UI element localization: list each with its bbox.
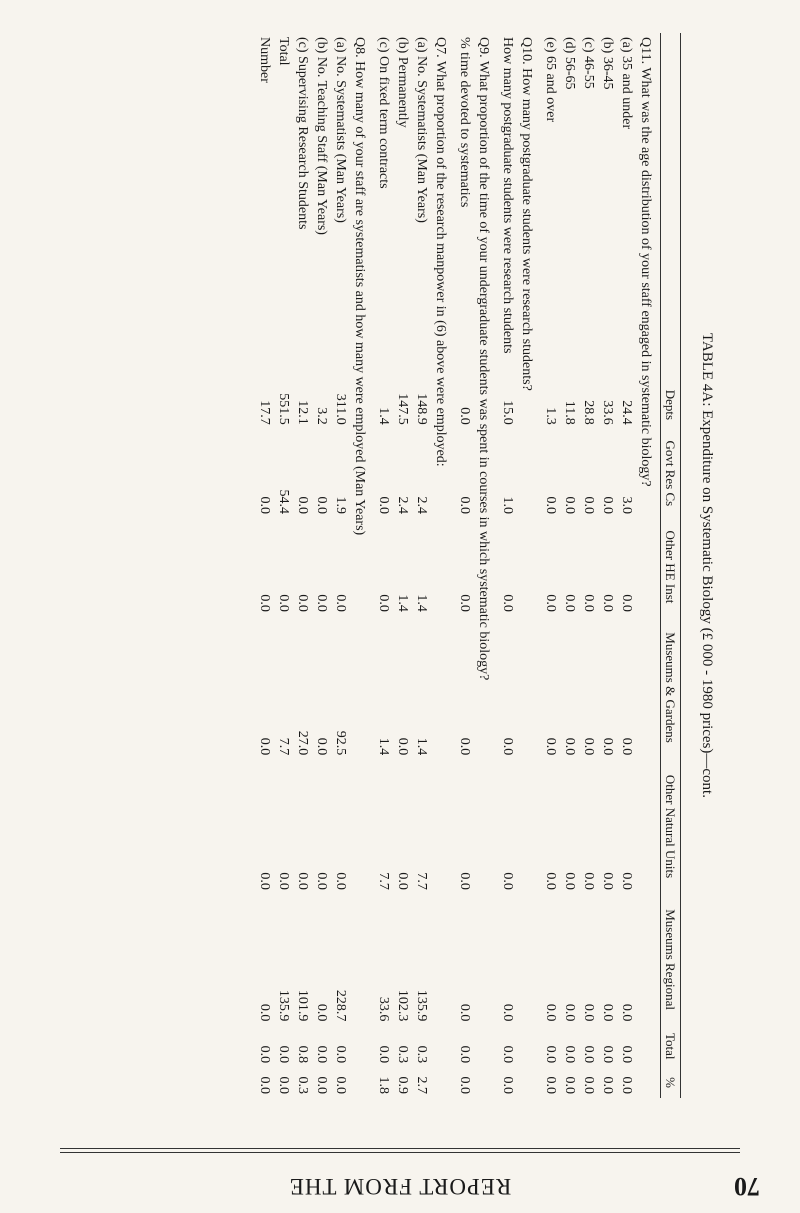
table-cell: 0.0 bbox=[562, 496, 577, 514]
section-title-row bbox=[636, 33, 661, 1098]
table-row bbox=[274, 33, 293, 1098]
table-cell: 0.0 bbox=[600, 496, 615, 514]
table-cell: 311.0 bbox=[333, 393, 348, 425]
section-title-row bbox=[474, 33, 498, 1098]
table-cell: 1.8 bbox=[376, 1076, 391, 1094]
table-cell: 0.0 bbox=[257, 737, 272, 756]
table-cell: 0.0 bbox=[581, 1045, 596, 1064]
table-cell: 0.0 bbox=[581, 737, 596, 756]
row-label: Number bbox=[257, 37, 272, 83]
table-cell: 0.0 bbox=[581, 594, 596, 612]
header-label-cell bbox=[661, 33, 681, 381]
running-title: REPORT FROM THE bbox=[288, 1174, 512, 1199]
table-cell: 0.0 bbox=[457, 872, 472, 890]
section-title: Q11. What was the age distribution of your staff engaged in systematic biology? bbox=[638, 37, 653, 487]
table-cell: 0.0 bbox=[314, 1003, 329, 1022]
table-row bbox=[498, 33, 517, 1098]
table-row bbox=[598, 33, 617, 1098]
section-title: Q7. What proportion of the research manpower in (6) above were employed: bbox=[433, 37, 448, 467]
table-cell: 0.0 bbox=[314, 872, 329, 890]
table-cell: 0.0 bbox=[457, 737, 472, 756]
table-cell: 0.0 bbox=[257, 1045, 272, 1064]
table-cell: 0.0 bbox=[276, 594, 291, 612]
table-cell: 0.0 bbox=[295, 872, 310, 890]
row-label: (a) No. Systematists (Man Years) bbox=[333, 37, 348, 223]
table-row bbox=[374, 33, 393, 1098]
table-cell: 0.0 bbox=[457, 1003, 472, 1022]
table-cell: 17.7 bbox=[257, 400, 272, 425]
table-cell: 0.0 bbox=[562, 594, 577, 612]
table-cell: 0.0 bbox=[257, 872, 272, 890]
table-cell: 0.0 bbox=[581, 872, 596, 890]
table-cell: 3.0 bbox=[619, 496, 634, 514]
table-cell: 147.5 bbox=[395, 393, 410, 425]
table-cell: 1.4 bbox=[376, 737, 391, 756]
data-table bbox=[255, 33, 681, 1098]
table-cell: 0.0 bbox=[395, 737, 410, 756]
table-cell: 0.0 bbox=[600, 737, 615, 756]
table-cell: 0.3 bbox=[414, 1045, 429, 1064]
column-header: Other Natural Units bbox=[661, 759, 681, 894]
table-cell: 7.7 bbox=[376, 872, 391, 890]
table-cell: 12.1 bbox=[295, 400, 310, 425]
table-block bbox=[85, 33, 725, 1098]
table-cell: 0.0 bbox=[562, 1076, 577, 1094]
column-header: Other HE Inst bbox=[661, 518, 681, 616]
table-cell: 2.4 bbox=[395, 496, 410, 514]
table-cell: 0.0 bbox=[619, 737, 634, 756]
row-label: How many postgraduate students were research students bbox=[500, 37, 515, 354]
table-cell: 0.0 bbox=[600, 1045, 615, 1064]
table-cell: 0.0 bbox=[314, 496, 329, 514]
table-cell: 0.0 bbox=[543, 737, 558, 756]
table-cell: 1.4 bbox=[414, 594, 429, 612]
row-label: (c) Supervising Research Students bbox=[295, 37, 310, 230]
table-cell: 0.0 bbox=[314, 1045, 329, 1064]
table-cell: 0.0 bbox=[314, 594, 329, 612]
table-cell: 0.0 bbox=[619, 594, 634, 612]
table-cell: 0.0 bbox=[500, 594, 515, 612]
table-cell: 102.3 bbox=[395, 989, 410, 1022]
table-row bbox=[412, 33, 431, 1098]
section-title: Q8. How many of your staff are systematists and how many were employed (Man Years) bbox=[352, 37, 367, 536]
table-cell: 0.0 bbox=[581, 1003, 596, 1022]
table-cell: 0.0 bbox=[543, 1076, 558, 1094]
table-cell: 7.7 bbox=[414, 872, 429, 890]
table-cell: 0.0 bbox=[257, 1076, 272, 1094]
page-number: 70 bbox=[734, 1172, 760, 1201]
table-cell: 0.0 bbox=[543, 594, 558, 612]
table-row bbox=[255, 33, 274, 1098]
table-cell: 7.7 bbox=[276, 737, 291, 756]
table-row bbox=[293, 33, 312, 1098]
table-cell: 28.8 bbox=[581, 400, 596, 425]
table-cell: 0.9 bbox=[395, 1076, 410, 1094]
table-caption: TABLE 4A: Expenditure on Systematic Biology (£ 000 - 1980 prices)—cont. bbox=[699, 333, 715, 798]
table-cell: 0.0 bbox=[333, 872, 348, 890]
table-cell: 0.0 bbox=[581, 496, 596, 514]
table-cell: 0.0 bbox=[581, 1076, 596, 1094]
table-cell: 0.0 bbox=[500, 1003, 515, 1022]
section-title: Q9. What proportion of the time of your undergraduate students was spent in courses in which systematic biology? bbox=[476, 37, 491, 681]
section-title: Q10. How many postgraduate students were research students? bbox=[519, 37, 534, 391]
table-cell: 0.0 bbox=[543, 872, 558, 890]
table-cell: 0.0 bbox=[600, 872, 615, 890]
table-row bbox=[560, 33, 579, 1098]
row-label: % time devoted to systematics bbox=[457, 37, 472, 208]
table-body bbox=[255, 33, 661, 1098]
table-cell: 0.0 bbox=[257, 1003, 272, 1022]
row-label: (b) Permanently bbox=[395, 37, 410, 128]
table-cell: 0.3 bbox=[395, 1045, 410, 1064]
table-cell: 33.6 bbox=[376, 996, 391, 1022]
table-cell: 228.7 bbox=[333, 989, 348, 1022]
table-cell: 0.0 bbox=[500, 1045, 515, 1064]
table-cell: 0.0 bbox=[376, 1045, 391, 1064]
table-cell: 0.0 bbox=[600, 1076, 615, 1094]
table-cell: 0.0 bbox=[457, 594, 472, 612]
table-cell: 0.0 bbox=[500, 1076, 515, 1094]
table-cell: 15.0 bbox=[500, 400, 515, 425]
table-cell: 0.3 bbox=[295, 1076, 310, 1094]
row-label: (b) 36-45 bbox=[600, 37, 615, 90]
table-row bbox=[455, 33, 474, 1098]
table-cell: 0.0 bbox=[257, 594, 272, 612]
header-rule bbox=[60, 1152, 740, 1153]
table-cell: 0.0 bbox=[314, 737, 329, 756]
table-header-row bbox=[661, 33, 681, 1098]
table-row bbox=[331, 33, 350, 1098]
table-row bbox=[541, 33, 560, 1098]
running-header bbox=[0, 1161, 800, 1201]
section-title-row bbox=[517, 33, 541, 1098]
table-row bbox=[393, 33, 412, 1098]
row-label: (e) 65 and over bbox=[543, 37, 558, 123]
table-row bbox=[579, 33, 598, 1098]
table-cell: 2.4 bbox=[414, 496, 429, 514]
table-cell: 0.0 bbox=[619, 1076, 634, 1094]
table-cell: 135.9 bbox=[276, 989, 291, 1022]
column-header: Depts bbox=[661, 381, 681, 429]
table-cell: 0.0 bbox=[600, 594, 615, 612]
row-label: (a) 35 and under bbox=[619, 37, 634, 130]
table-cell: 0.0 bbox=[276, 1045, 291, 1064]
table-cell: 92.5 bbox=[333, 730, 348, 756]
table-cell: 1.9 bbox=[333, 496, 348, 514]
table-row bbox=[617, 33, 636, 1098]
row-label: (a) No. Systematists (Man Years) bbox=[414, 37, 429, 223]
table-cell: 0.0 bbox=[276, 872, 291, 890]
table-cell: 0.8 bbox=[295, 1045, 310, 1064]
table-cell: 0.0 bbox=[314, 1076, 329, 1094]
table-cell: 0.0 bbox=[333, 1045, 348, 1064]
column-header: % bbox=[661, 1067, 681, 1098]
table-cell: 0.0 bbox=[543, 1045, 558, 1064]
row-label: (c) On fixed term contracts bbox=[376, 37, 391, 189]
table-cell: 0.0 bbox=[457, 496, 472, 514]
table-cell: 0.0 bbox=[619, 1045, 634, 1064]
table-cell: 1.0 bbox=[500, 496, 515, 514]
section-title-row bbox=[350, 33, 374, 1098]
table-cell: 11.8 bbox=[562, 400, 577, 425]
table-cell: 0.0 bbox=[562, 872, 577, 890]
table-cell: 54.4 bbox=[276, 489, 291, 514]
table-cell: 0.0 bbox=[295, 594, 310, 612]
table-cell: 0.0 bbox=[333, 1076, 348, 1094]
header-rule-2 bbox=[60, 1148, 740, 1149]
column-header: Govt Res Cs bbox=[661, 429, 681, 518]
table-cell: 0.0 bbox=[600, 1003, 615, 1022]
table-cell: 24.4 bbox=[619, 400, 634, 425]
column-header: Total bbox=[661, 1025, 681, 1067]
table-cell: 135.9 bbox=[414, 989, 429, 1022]
table-cell: 2.7 bbox=[414, 1076, 429, 1094]
table-cell: 0.0 bbox=[457, 1045, 472, 1064]
table-cell: 0.0 bbox=[500, 872, 515, 890]
row-label: (d) 56-65 bbox=[562, 37, 577, 90]
section-title-row bbox=[431, 33, 455, 1098]
table-cell: 0.0 bbox=[562, 1045, 577, 1064]
table-cell: 551.5 bbox=[276, 393, 291, 425]
table-cell: 3.2 bbox=[314, 407, 329, 425]
table-cell: 1.4 bbox=[376, 407, 391, 425]
table-cell: 0.0 bbox=[295, 496, 310, 514]
table-cell: 1.3 bbox=[543, 407, 558, 425]
table-cell: 0.0 bbox=[543, 496, 558, 514]
table-cell: 0.0 bbox=[395, 872, 410, 890]
table-cell: 0.0 bbox=[500, 737, 515, 756]
table-cell: 27.0 bbox=[295, 730, 310, 756]
table-cell: 0.0 bbox=[543, 1003, 558, 1022]
row-label: Total bbox=[276, 37, 291, 66]
table-cell: 0.0 bbox=[376, 496, 391, 514]
table-cell: 148.9 bbox=[414, 393, 429, 425]
table-cell: 0.0 bbox=[619, 872, 634, 890]
table-cell: 0.0 bbox=[619, 1003, 634, 1022]
row-label: (b) No. Teaching Staff (Man Years) bbox=[314, 37, 329, 235]
table-cell: 0.0 bbox=[457, 1076, 472, 1094]
table-cell: 0.0 bbox=[333, 594, 348, 612]
table-cell: 1.4 bbox=[395, 594, 410, 612]
column-header: Museums Regional bbox=[661, 894, 681, 1026]
table-cell: 33.6 bbox=[600, 400, 615, 425]
table-cell: 0.0 bbox=[376, 594, 391, 612]
table-cell: 0.0 bbox=[457, 407, 472, 425]
table-cell: 0.0 bbox=[257, 496, 272, 514]
table-row bbox=[312, 33, 331, 1098]
table-cell: 1.4 bbox=[414, 737, 429, 756]
table-cell: 101.9 bbox=[295, 989, 310, 1022]
column-header: Museums & Gardens bbox=[661, 616, 681, 759]
table-cell: 0.0 bbox=[276, 1076, 291, 1094]
table-cell: 0.0 bbox=[562, 737, 577, 756]
table-cell: 0.0 bbox=[562, 1003, 577, 1022]
row-label: (c) 46-55 bbox=[581, 37, 596, 89]
